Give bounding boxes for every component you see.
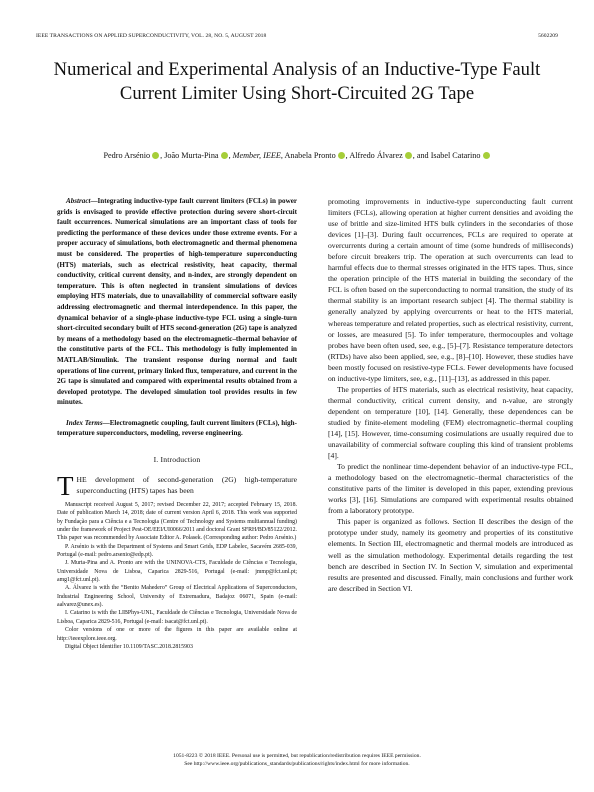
author-name: , and Isabel Catarino xyxy=(412,151,481,160)
footnote: J. Murta-Pina and A. Pronto are with the UNINOVA-CTS, Faculdade de Ciências e Tecnologia, Universidade Nova de Lisboa, Caparica 2829-516, Portugal (e-mail: jmmp@fct.unl.pt; amg1@fct.unl.pt). xyxy=(57,560,297,584)
journal-name: IEEE TRANSACTIONS ON APPLIED SUPERCONDUCTIVITY, VOL. 28, NO. 5, AUGUST 2018 xyxy=(36,33,267,39)
author-role: Member, IEEE xyxy=(232,151,281,160)
intro-paragraph xyxy=(57,471,297,502)
body-paragraph: To predict the nonlinear time-dependent behavior of an inductive-type FCL, a methodology based on the electromagnetic–thermal characteristics of the constitutive parts of the limiter is developed in this paper, extending previous works [3], [16]. Simulations are compared with experimental results obtained from a laboratory prototype. xyxy=(328,462,573,516)
author-name: Pedro Arsénio xyxy=(103,151,151,160)
index-terms-label: Index Terms xyxy=(66,418,103,427)
paper-title: Numerical and Experimental Analysis of an Inductive-Type Fault Current Limiter Using Short-Circuited 2G Tape xyxy=(53,59,541,104)
author-name: , Alfredo Álvarez xyxy=(345,151,403,160)
running-header xyxy=(36,33,558,39)
orcid-icon[interactable] xyxy=(221,152,228,159)
article-number: 5602209 xyxy=(538,33,558,39)
author-list: Pedro Arsénio , João Murta-Pina , Member, IEEE, Anabela Pronto , Alfredo Álvarez , and Isabel Catarino xyxy=(36,151,558,160)
footnote: P. Arsénio is with the Department of Systems and Smart Grids, EDP Labelec, Sacavém 2685-039, Portugal (e-mail: pedro.arsenio@edp.pt). xyxy=(57,543,297,559)
footnote: Manuscript received August 5, 2017; revised December 22, 2017; accepted February 15, 2018. Date of publication March 14, 2018; date of current version April 6, 2018. This work was supported by Fundação para a Ciência e a Tecnologia (Centre of Technology and Systems multiannual funding) under the framework of Project Pest-OE/EEI/UI0066/2011 and doctoral Grant SFRH/BD/85122/2012. This paper was recommended by Associate Editor A. Polasek. (Corresponding author: Pedro Arsénio.) xyxy=(57,502,297,542)
author-name: , João Murta-Pina xyxy=(160,151,219,160)
copyright-line: 1051-8223 © 2018 IEEE. Personal use is permitted, but republication/redistribution requires IEEE permission. xyxy=(173,753,421,759)
index-terms xyxy=(57,418,297,439)
drop-cap: T xyxy=(57,471,74,502)
right-column xyxy=(328,196,573,594)
orcid-icon[interactable] xyxy=(405,152,412,159)
body-paragraph: promoting improvements in inductive-type superconducting fault current limiters (FCLs), allowing operation at higher current densities and avoiding the use of brittle and size-limited HTS bulk cylinders in the secondaries of those devices [1]–[3]. During fault occurrences, FCLs are required to operate at overcurrents during a certain amount of time (some hundreds of milliseconds) before circuit breakers trip. The operation at such overcurrents can lead to harmful effects due to thermal stresses originated in the HTS tapes. Thus, since the operation principle of the HTS material in building the secondary of the FCL is often based on the superconducting to normal transition, the study of its thermal stability is an important research subject [4]. The thermal stability is generally analyzed by applying overcurrents or heat to the HTS material, whereas temperature and related properties, such as electrical resistivity, current, or losses, are measured [5]. To infer temperature, thermocouples and voltage probes have been often used, see, e.g., [5]–[7]. Resistance temperature detectors (RTDs) have also been applied, see, e.g., [8]–[10]. However, these studies have been mostly focused on resistive-type FCLs. Fewer developments have focused on inductive-type limiters, see, e.g., [11]–[13], as addressed in this paper. xyxy=(328,197,573,383)
intro-text: HE development of second-generation (2G) high-temperature superconducting (HTS) tapes has been xyxy=(76,475,297,496)
index-terms-text: —Electromagnetic coupling, fault current limiters (FCLs), high-temperature superconductors, modeling, reverse engineering. xyxy=(57,418,297,438)
orcid-icon[interactable] xyxy=(338,152,345,159)
abstract-text: —Integrating inductive-type fault current limiters (FCLs) in power grids is envisaged to provide effective protection during severe short-circuit fault occurrences. Numerical simulations are an important class of tools for predicting the performance of these devices under those extreme events. For a proper accuracy of simulations, both electromagnetic and thermal phenomena must be considered. The properties of high-temperature superconducting (HTS) materials, such as electrical resistivity, heat capacity, thermal conductivity, critical current density, and n-index, are strongly dependent on temperature. This is often neglected in transient simulations of devices employing HTS materials, due to unavailability of commercial software easily addressing electromagnetic and thermal interdependence. In this paper, the dynamical behavior of a single-phase inductive-type FCL using a single-turn short-circuited secondary built of HTS second-generation (2G) tape is analyzed by means of a methodology based on the electromagnetic–thermal behavior of the constitutive parts of the FCL. This methodology is fully implemented in MATLAB/Simulink. The transient response during normal and fault operations of line current, primary linked flux, temperature, and current in the 2G tape is simulated and compared with experimental results obtained from a developed prototype. The developed simulation tool provides results in few minutes. xyxy=(57,197,297,407)
abstract xyxy=(57,196,297,408)
orcid-icon[interactable] xyxy=(152,152,159,159)
left-column xyxy=(57,196,297,651)
author-name: , Anabela Pronto xyxy=(280,151,336,160)
body-paragraph: This paper is organized as follows. Section II describes the design of the prototype under study, namely its geometry and properties of its constitutive elements. In Section III, electromagnetic and thermal models are introduced as well as the simulation methodology. Experimental details regarding the test bench are described in Section IV. In Section V, simulation and experimental results are presented and discussed. Finally, main conclusions and further work are described in Section VI. xyxy=(328,517,573,593)
body-paragraph: The properties of HTS materials, such as electrical resistivity, heat capacity, thermal conductivity, critical current density, and n-value, are strongly dependent on temperature [10], [14]. Generally, these dependences can be studied by finite-element modeling (FEM) electromagnetic–thermal coupling [14], [15]. However, time-consuming cosimulations are usually required due to unavailability of commercial software coupling this kind of transient problems [4]. xyxy=(328,384,573,461)
abstract-label: Abstract xyxy=(66,197,91,205)
footnote: I. Catarino is with the LIBPhys-UNL, Faculdade de Ciências e Tecnologia, Universidade Nova de Lisboa, Caparica 2829-516, Portugal (e-mail: isacat@fct.unl.pt). xyxy=(57,610,297,625)
orcid-icon[interactable] xyxy=(483,152,490,159)
footnote: Color versions of one or more of the figures in this paper are available online at http://ieeexplore.ieee.org. xyxy=(57,627,297,642)
section-heading: I. Introduction xyxy=(153,455,201,465)
footnote-doi: Digital Object Identifier 10.1109/TASC.2018.2815903 xyxy=(65,643,193,650)
copyright-footer xyxy=(36,752,558,768)
rights-link[interactable]: See http://www.ieee.org/publications_standards/publications/rights/index.html for more information. xyxy=(184,761,410,767)
footnote: A. Álvarez is with the “Benito Mahedero” Group of Electrical Applications of Superconductors, Industrial Engineering School, University of Extremadura, Badajoz 06071, Spain (e-mail: aalvarez@unex.es). xyxy=(57,585,297,609)
